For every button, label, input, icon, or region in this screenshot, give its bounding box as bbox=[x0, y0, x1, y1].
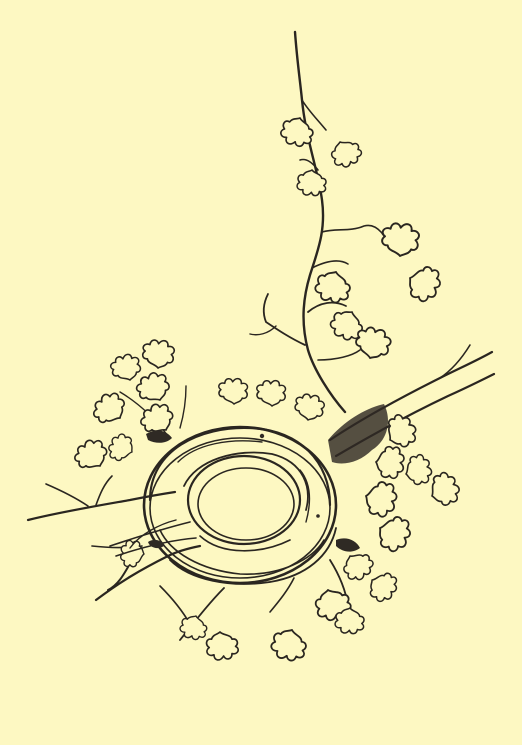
oak-branch-icon bbox=[250, 32, 494, 464]
nest-icon bbox=[110, 427, 360, 584]
lower-twigs bbox=[28, 386, 348, 640]
